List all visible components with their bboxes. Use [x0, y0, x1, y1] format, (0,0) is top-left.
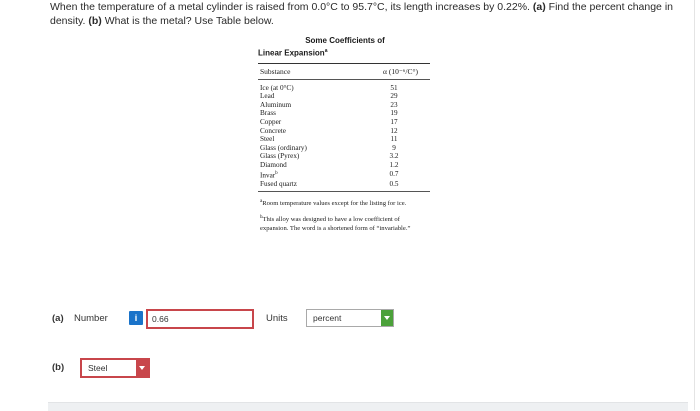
chevron-down-icon[interactable]: [381, 310, 393, 326]
chevron-down-icon[interactable]: [136, 360, 148, 376]
metal-dropdown-value: Steel: [88, 363, 108, 373]
question-line-1: When the temperature of a metal cylinder is raised from 0.0°C to 95.7°C, its length increases by 0.22%.: [50, 1, 530, 13]
table-row: Diamond 1.2: [260, 161, 399, 169]
part-a-tag: (a): [532, 1, 546, 13]
part-a-prompt: Find the percent change in: [548, 1, 673, 13]
units-dropdown-value: percent: [313, 313, 342, 323]
table-header: [258, 64, 430, 79]
table-bottom-rule: [258, 191, 430, 192]
table-row: Ice (at 0°C) 51: [260, 83, 398, 92]
question-text: [50, 0, 690, 28]
info-icon[interactable]: i: [129, 311, 143, 325]
table-subtitle: Linear Expansion$^a$: [258, 48, 328, 58]
table-row: Concrete 12: [260, 126, 398, 135]
table-row: Copper 17: [260, 118, 398, 127]
part-b-tag: (b): [88, 15, 102, 27]
table-row: Steel 11: [260, 135, 398, 144]
table-row: Glass (ordinary) 9: [260, 143, 396, 152]
part-b-prompt: What is the metal? Use Table below.: [104, 15, 274, 27]
table-row: Fused quartz 0.5: [260, 179, 399, 188]
table-row: Invar$^b$ 0.7: [260, 169, 399, 179]
units-label: Units: [266, 313, 288, 324]
expansion-table: [258, 36, 430, 238]
answer-a-tag: (a): [52, 313, 64, 324]
table-row: Brass 19: [260, 109, 398, 118]
table-note-a: $^a$Room temperature values except for the listing for ice.: [260, 199, 407, 208]
table-row: Glass (Pyrex) 3.2: [260, 152, 399, 161]
answer-b-row: [52, 358, 352, 380]
scrollbar-track[interactable]: [694, 0, 695, 410]
table-row: Aluminum 23: [260, 100, 398, 109]
table-note-b: $^b$This alloy was designed to have a low coefficient of expansion. The word is a shortened form of “invariable.”: [260, 214, 411, 232]
metal-dropdown[interactable]: [80, 358, 150, 378]
answer-a-label: Number: [74, 313, 108, 324]
table-notes: [258, 198, 430, 233]
answer-b-tag: (b): [52, 362, 65, 373]
answer-a-row: [52, 309, 692, 331]
table-body: [258, 84, 430, 189]
units-dropdown[interactable]: [306, 309, 394, 327]
header-substance: Substance: [260, 66, 291, 76]
table-header-rule: [258, 79, 430, 80]
table-row: Lead 29: [260, 92, 398, 101]
question-line-2: density.: [50, 15, 86, 27]
table-title: Some Coefficients of: [305, 36, 385, 45]
number-input[interactable]: 0.66: [146, 309, 254, 329]
header-alpha: α (10⁻⁶/C°): [383, 66, 418, 76]
